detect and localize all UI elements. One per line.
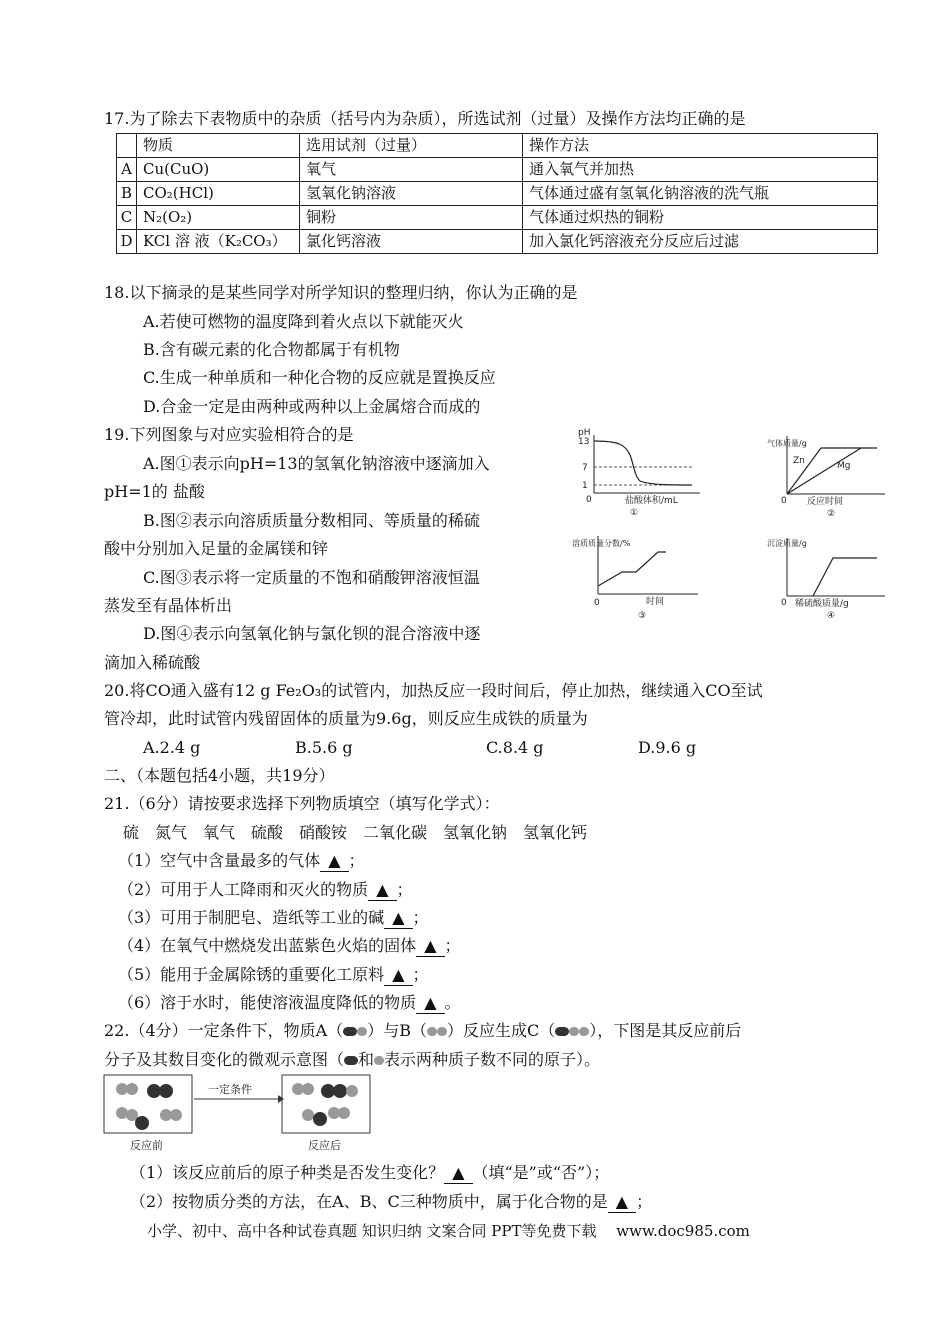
g4-ylabel: 沉淀质量/g (767, 539, 807, 548)
row-reagent: 氯化钙溶液 (300, 230, 523, 254)
item-text: （4）在氧气中燃烧发出蓝紫色火焰的固体 (118, 936, 417, 955)
q21-item-5 (118, 964, 429, 986)
item-punct: ； (396, 880, 413, 899)
atom-dark-icon (343, 1027, 357, 1036)
q19-line: A.图①表示向pH=13的氢氧化钠溶液中逐滴加入 (143, 454, 490, 473)
g3-xlabel: 时间 (646, 597, 665, 607)
q21-stem: 21.（6分）请按要求选择下列物质填空（填写化学式）： (104, 794, 500, 813)
answer-blank[interactable]: ▲ (416, 936, 444, 957)
row-substance: CO₂(HCl) (137, 182, 300, 206)
page-footer: 小学、初中、高中各种试卷真题 知识归纳 文案合同 PPT等免费下载 www.doc985.com (147, 1222, 750, 1240)
g2-num: ② (827, 509, 836, 519)
q20-option-a: A.2.4 g (143, 738, 201, 757)
item-punct: ； (412, 908, 429, 927)
condition-label: 一定条件 (208, 1083, 252, 1096)
item-text: （1）空气中含量最多的气体 (118, 851, 321, 870)
table-header-label (117, 134, 137, 158)
table-header-row (117, 134, 878, 158)
q22-line1 (104, 1020, 741, 1042)
atom-light-icon (437, 1027, 447, 1036)
answer-blank[interactable]: ▲ (368, 880, 396, 901)
row-label: C (117, 206, 137, 230)
q22-text: 22.（4分）一定条件下，物质A（ (104, 1021, 344, 1040)
row-label: D (117, 230, 137, 254)
q19-line: 滴加入稀硫酸 (104, 653, 201, 672)
g2-origin: 0 (781, 496, 787, 506)
row-label: B (117, 182, 137, 206)
after-label: 反应后 (308, 1139, 341, 1152)
table-row (117, 158, 878, 182)
g2-mg: Mg (837, 461, 851, 471)
row-substance: KCl 溶 液（K₂CO₃） (137, 230, 300, 254)
row-method: 通入氧气并加热 (523, 158, 878, 182)
g4-xlabel: 稀硫酸质量/g (795, 599, 849, 609)
graph-2 (765, 430, 895, 522)
reaction-diagram (102, 1073, 372, 1153)
graph-1 (570, 427, 710, 519)
g1-y13: 13 (578, 437, 590, 447)
g1-y7: 7 (582, 463, 588, 473)
row-method: 气体通过炽热的铜粉 (523, 206, 878, 230)
row-method: 加入氯化钙溶液充分反应后过滤 (523, 230, 878, 254)
section-heading: 二、（本题包括4小题，共19分） (104, 766, 335, 785)
row-substance: N₂(O₂) (137, 206, 300, 230)
q19-line: 蒸发至有晶体析出 (104, 596, 233, 615)
q21-item-3 (118, 907, 429, 929)
q19-line: 酸中分别加入足量的金属镁和锌 (104, 539, 329, 558)
q18-option-b: B.含有碳元素的化合物都属于有机物 (143, 340, 400, 359)
q21-item-2 (118, 879, 413, 901)
g2-ylabel: 气体质量/g (767, 439, 807, 448)
q22-text: ）与B（ (367, 1021, 427, 1040)
g3-origin: 0 (594, 598, 600, 608)
item-text: （6）溶于水时，能使溶液温度降低的物质 (118, 993, 417, 1012)
item-punct: ； (444, 936, 461, 955)
sub-text: （2）按物质分类的方法，在A、B、C三种物质中，属于化合物的是 (130, 1192, 608, 1211)
q20-line2: 管冷却，此时试管内残留固体的质量为9.6g，则反应生成铁的质量为 (104, 709, 588, 728)
q22-sub2 (130, 1191, 652, 1213)
atom-dark-icon (555, 1027, 569, 1036)
graph-3 (570, 530, 710, 622)
q21-choices: 硫 氮气 氧气 硫酸 硝酸铵 二氧化碳 氢氧化钠 氢氧化钙 (123, 823, 588, 842)
q17-stem: 17.为了除去下表物质中的杂质（括号内为杂质），所选试剂（过量）及操作方法均正确的是 (104, 109, 746, 128)
atom-light-icon (579, 1027, 589, 1036)
table-header-method: 操作方法 (523, 134, 878, 158)
row-reagent: 铜粉 (300, 206, 523, 230)
sub-text: （1）该反应前后的原子种类是否发生变化？ (130, 1163, 445, 1182)
q18-option-a: A.若使可燃物的温度降到着火点以下就能灭火 (143, 312, 464, 331)
table-row (117, 182, 878, 206)
before-label: 反应前 (130, 1139, 163, 1152)
sub-tail: （填“是”或“否”）； (472, 1163, 610, 1182)
graph-4 (765, 532, 895, 624)
table-header-reagent: 选用试剂（过量） (300, 134, 523, 158)
atom-light-icon (569, 1027, 579, 1036)
g4-origin: 0 (781, 598, 787, 608)
q21-item-6 (118, 992, 461, 1014)
item-text: （3）可用于制肥皂、造纸等工业的碱 (118, 908, 385, 927)
atom-dark-icon (344, 1056, 358, 1065)
g3-ylabel: 溶质质量分数/% (572, 539, 631, 548)
g3-num: ③ (638, 611, 647, 621)
answer-blank[interactable]: ▲ (384, 908, 412, 929)
row-reagent: 氢氧化钠溶液 (300, 182, 523, 206)
q22-text: ），下图是其反应前后 (589, 1021, 742, 1040)
g2-xlabel: 反应时间 (807, 497, 844, 507)
q22-text: 分子及其数目变化的微观示意图（ (104, 1050, 345, 1069)
q18-option-d: D.合金一定是由两种或两种以上金属熔合而成的 (143, 397, 481, 416)
q19-line: pH=1的 盐酸 (104, 482, 205, 501)
g1-origin: 0 (586, 495, 592, 505)
sub-tail: ； (636, 1192, 653, 1211)
item-text: （2）可用于人工降雨和灭火的物质 (118, 880, 369, 899)
q20-option-d: D.9.6 g (638, 738, 697, 757)
answer-blank[interactable]: ▲ (384, 965, 412, 986)
g1-num: ① (630, 508, 639, 518)
q19-line: D.图④表示向氢氧化钠与氯化钡的混合溶液中逐 (143, 624, 481, 643)
g1-xlabel: 盐酸体积/mL (625, 496, 678, 506)
q17-table (116, 133, 878, 254)
q22-text: 和 (358, 1050, 375, 1069)
row-substance: Cu(CuO) (137, 158, 300, 182)
row-label: A (117, 158, 137, 182)
answer-blank[interactable]: ▲ (416, 993, 444, 1014)
q18-option-c: C.生成一种单质和一种化合物的反应就是置换反应 (143, 368, 496, 387)
answer-blank[interactable]: ▲ (444, 1163, 472, 1184)
q20-option-b: B.5.6 g (295, 738, 353, 757)
row-reagent: 氧气 (300, 158, 523, 182)
item-punct: ； (348, 851, 365, 870)
item-text: （5）能用于金属除锈的重要化工原料 (118, 965, 385, 984)
item-punct: ； (412, 965, 429, 984)
atom-light-icon (357, 1027, 367, 1036)
q22-line2 (104, 1049, 600, 1071)
answer-blank[interactable]: ▲ (608, 1192, 636, 1213)
table-row (117, 230, 878, 254)
g4-num: ④ (827, 611, 836, 621)
q22-text: 表示两种质子数不同的原子）。 (384, 1050, 601, 1069)
row-method: 气体通过盛有氢氧化钠溶液的洗气瓶 (523, 182, 878, 206)
g1-ylabel: pH (578, 428, 591, 438)
q19-line: C.图③表示将一定质量的不饱和硝酸钾溶液恒温 (143, 568, 480, 587)
q22-sub1 (130, 1162, 609, 1184)
atom-light-icon (374, 1056, 384, 1065)
q19-line: B.图②表示向溶质质量分数相同、等质量的稀硫 (143, 511, 480, 530)
g2-zn: Zn (793, 456, 805, 466)
q20-option-c: C.8.4 g (486, 738, 544, 757)
table-row (117, 206, 878, 230)
q21-item-4 (118, 935, 461, 957)
q21-item-1 (118, 850, 365, 872)
q20-line1: 20.将CO通入盛有12 g Fe₂O₃的试管内，加热反应一段时间后，停止加热，继续通入CO至试 (104, 681, 763, 700)
q18-stem: 18.以下摘录的是某些同学对所学知识的整理归纳，你认为正确的是 (104, 283, 578, 302)
g1-y1: 1 (582, 481, 588, 491)
table-header-substance: 物质 (137, 134, 300, 158)
answer-blank[interactable]: ▲ (320, 851, 348, 872)
item-punct: 。 (444, 993, 461, 1012)
q19-stem: 19.下列图象与对应实验相符合的是 (104, 425, 354, 444)
atom-light-icon (427, 1027, 437, 1036)
q22-text: ）反应生成C（ (446, 1021, 556, 1040)
